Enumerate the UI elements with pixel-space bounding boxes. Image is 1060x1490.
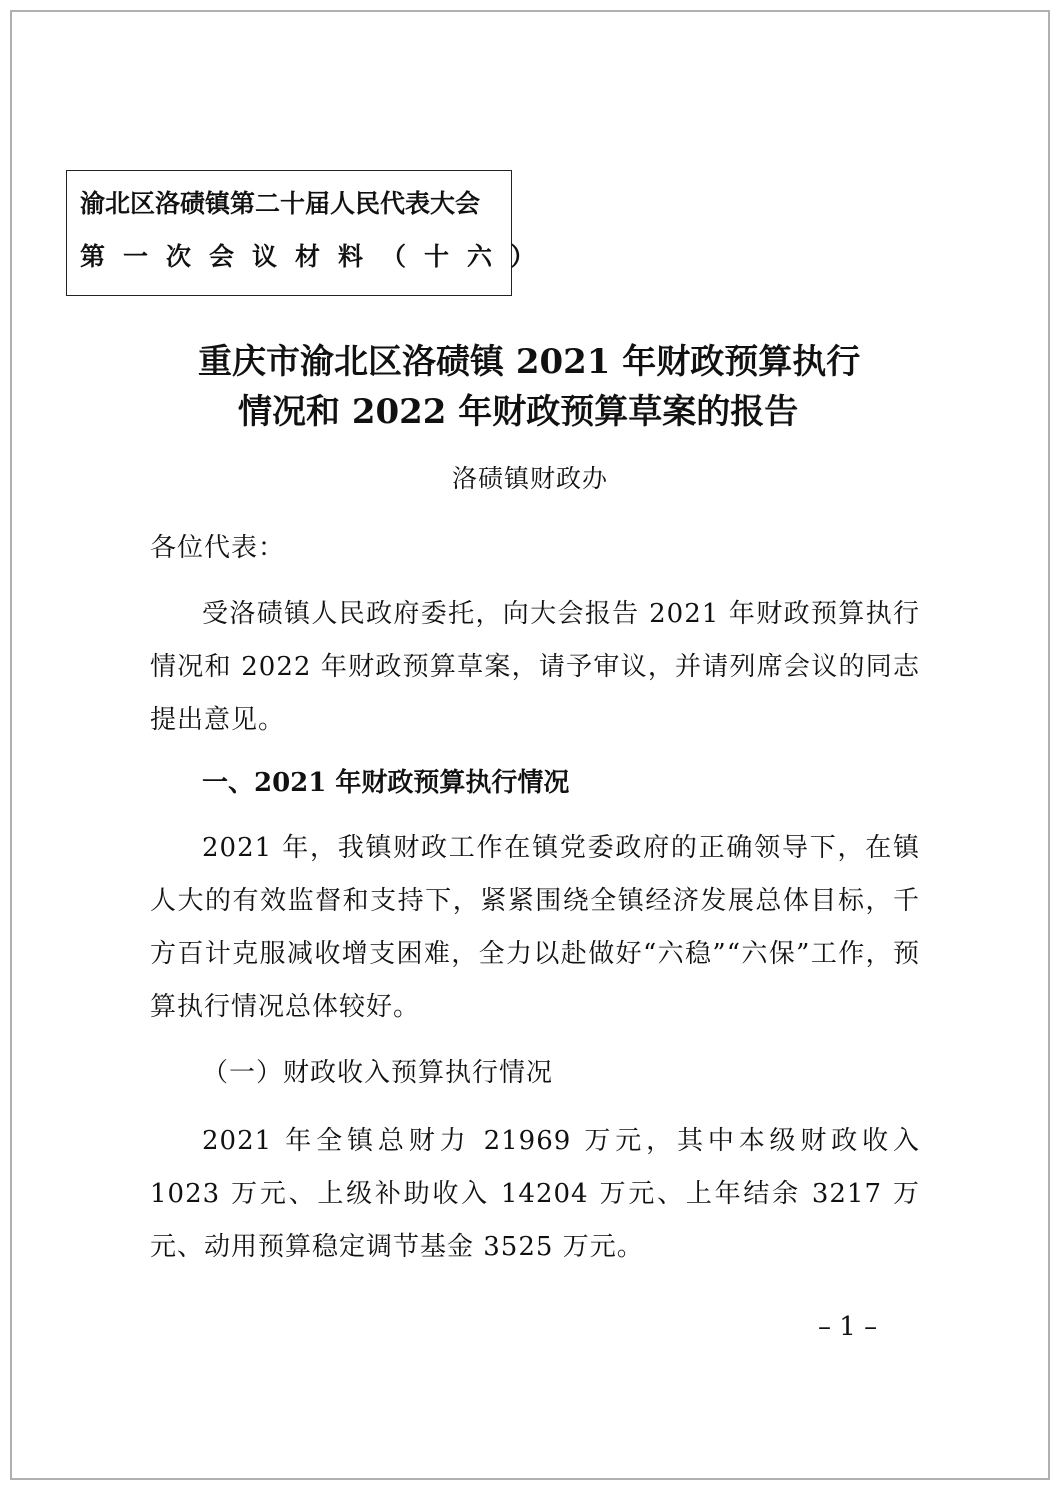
intro-paragraph: 受洛碛镇人民政府委托，向大会报告 2021 年财政预算执行情况和 2022 年财政预算草案，请予审议，并请列席会议的同志提出意见。 xyxy=(150,599,920,735)
material-number: 第一次会议材料（十六） xyxy=(80,242,554,271)
section-1-paragraph: 2021 年，我镇财政工作在镇党委政府的正确领导下，在镇人大的有效监督和支持下，紧紧围绕全镇经济发展总体目标，千方百计克服减收增支困难，全力以赴做好“六稳”“六保”工作，预算执行情况总体较好。 xyxy=(150,833,920,1022)
subsection-heading-1: （一）财政收入预算执行情况 xyxy=(202,1058,554,1088)
revenue-paragraph: 2021 年全镇总财力 21969 万元，其中本级财政收入 1023 万元、上级补助收入 14204 万元、上年结余 3217 万元、动用预算稳定调节基金 3525 万元。 xyxy=(150,1126,920,1262)
section-heading-1: 一、2021 年财政预算执行情况 xyxy=(202,768,570,798)
report-title-line1: 重庆市渝北区洛碛镇 2021 年财政预算执行 xyxy=(198,342,861,382)
page-number: – 1 – xyxy=(818,1312,878,1342)
report-author: 洛碛镇财政办 xyxy=(452,464,609,493)
greeting: 各位代表： xyxy=(150,533,286,563)
meeting-name: 渝北区洛碛镇第二十届人民代表大会 xyxy=(80,189,481,218)
report-title-line2: 情况和 2022 年财政预算草案的报告 xyxy=(238,392,799,432)
